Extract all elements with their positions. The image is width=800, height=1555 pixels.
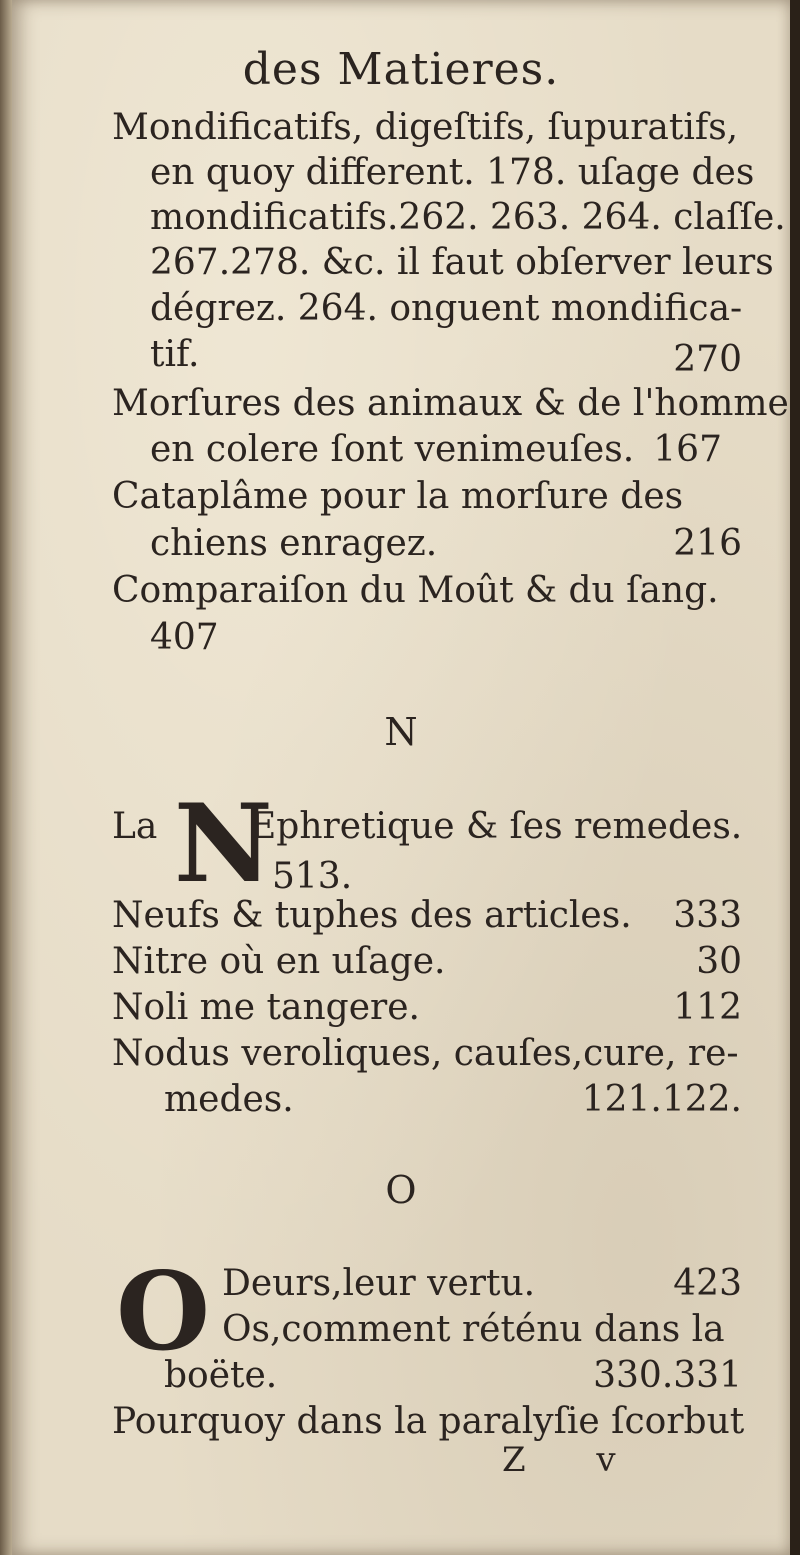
entry-line: tif. — [150, 334, 200, 375]
entry-line: Deurs,leur vertu. — [222, 1263, 536, 1304]
page-ref: 423 — [673, 1263, 742, 1304]
page-binding-edge — [0, 0, 12, 1555]
entry-line: Comparaiſon du Moût & du ſang. — [112, 570, 719, 611]
entry-line: mondificatifs.262. 263. 264. claſſe. — [150, 197, 786, 238]
entry-line: Nitre où en uſage. — [112, 941, 446, 982]
entry-line: Cataplâme pour la morſure des — [112, 476, 684, 517]
page-ref: 330.331 — [593, 1355, 742, 1396]
entry-line: 407 — [150, 617, 219, 658]
entry-line: Os,comment réténu dans la — [222, 1309, 725, 1350]
book-page — [12, 0, 790, 1555]
page-ref: 112 — [673, 987, 742, 1028]
page-ref: 167 — [653, 429, 722, 470]
section-letter-n: N — [384, 710, 418, 754]
drop-cap-n: N — [174, 781, 273, 907]
entry-line: chiens enragez. — [150, 523, 438, 564]
signature-mark: Z v — [502, 1440, 646, 1480]
entry-line: Morſures des animaux & de l'homme — [112, 383, 789, 424]
entry-line: boëte. — [164, 1355, 278, 1396]
page-ref: 270 — [673, 339, 742, 380]
entry-line: Pourquoy dans la paralyſie ſcorbut — [112, 1401, 745, 1442]
entry-line: en colere ſont venimeuſes. — [150, 429, 635, 470]
entry-line: Nodus veroliques, cauſes,cure, re- — [112, 1033, 739, 1074]
entry-line: Mondificatifs, digeſtifs, ſupuratifs, — [112, 107, 739, 148]
page-ref: 333 — [673, 895, 742, 936]
page-ref: 216 — [673, 523, 742, 564]
drop-cap-o: O — [116, 1249, 211, 1375]
section-letter-o: O — [385, 1168, 417, 1212]
entry-line: en quoy different. 178. uſage des — [150, 152, 755, 193]
entry-line: Neufs & tuphes des articles. — [112, 895, 632, 936]
page-ref: 513. — [272, 856, 353, 897]
entry-line: medes. — [164, 1079, 294, 1120]
running-header: des Matieres. — [242, 44, 560, 95]
entry-line: Ephretique & ſes remedes. — [250, 806, 743, 847]
entry-line: dégrez. 264. onguent mondifica- — [150, 288, 743, 329]
entry-line: Noli me tangere. — [112, 987, 420, 1028]
page-ref: 121.122. — [581, 1079, 742, 1120]
page-ref: 30 — [696, 941, 742, 982]
entry-line: La — [112, 806, 158, 847]
entry-line: 267.278. &c. il faut obſerver leurs — [150, 242, 774, 283]
